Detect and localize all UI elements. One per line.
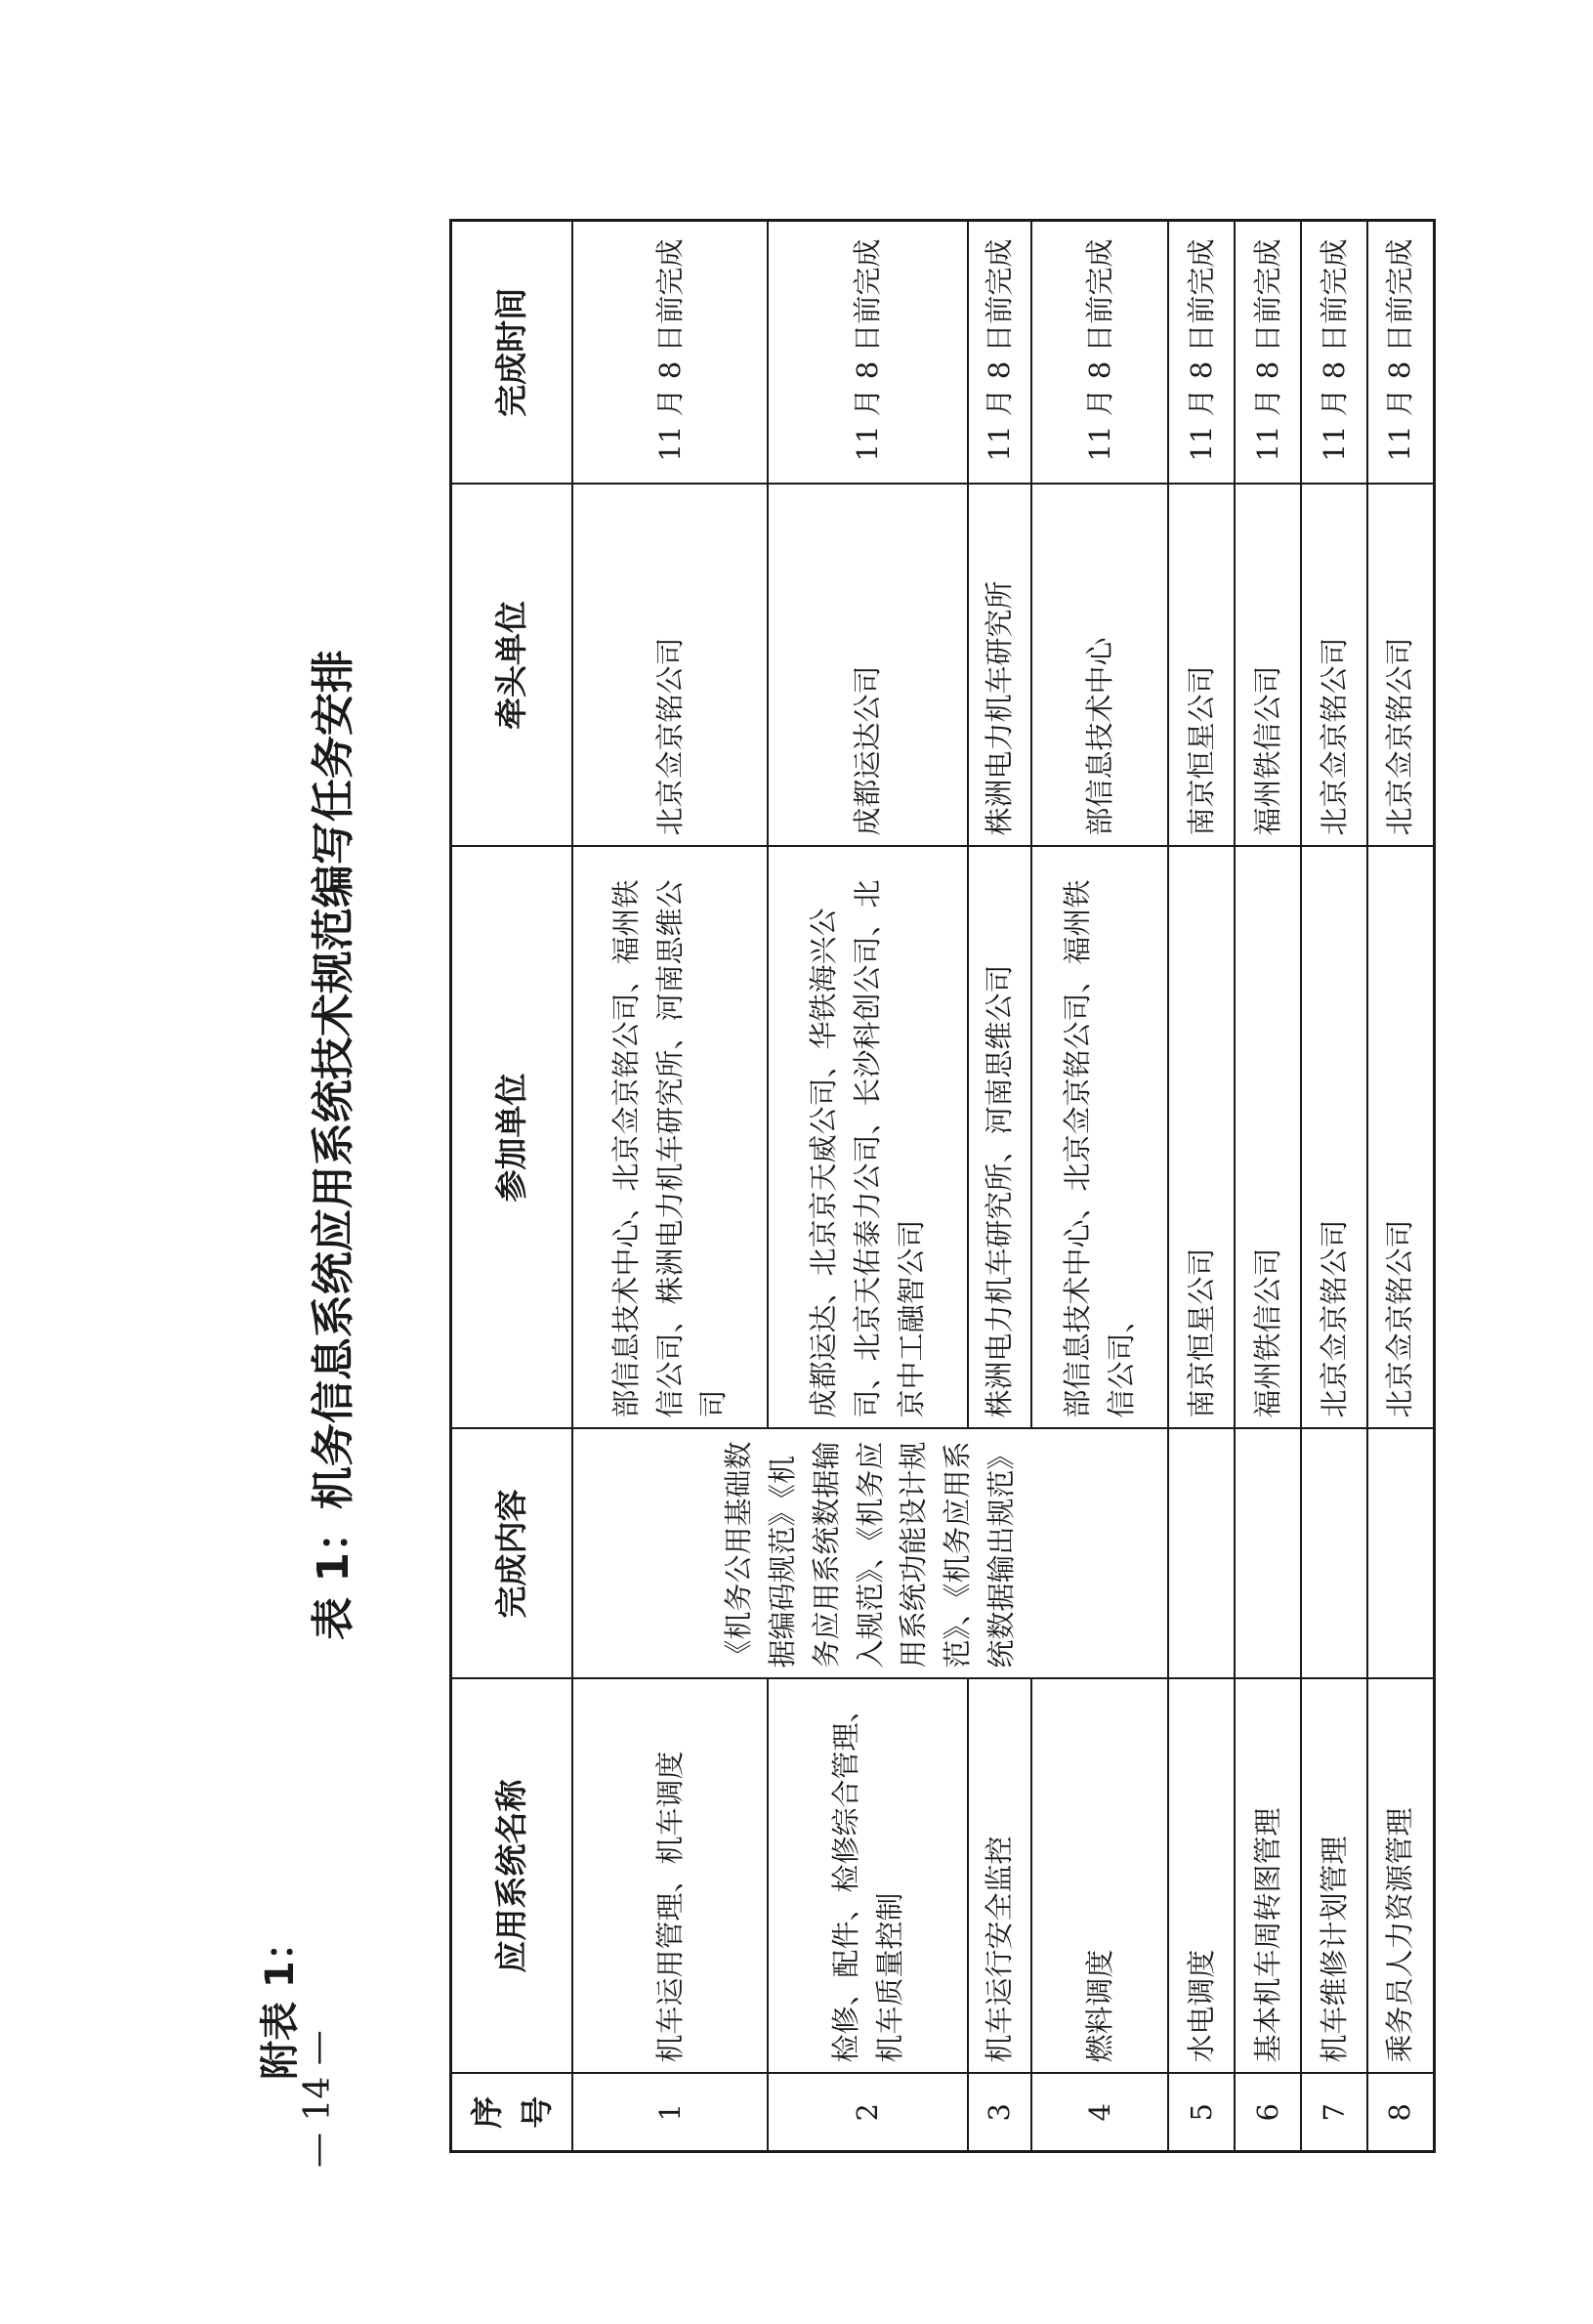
cell-lead: 南京恒星公司 — [1168, 485, 1235, 847]
table-row — [968, 221, 1031, 2152]
page-number: — 14 — — [298, 2030, 338, 2168]
cell-participants: 北京佥京铭公司 — [1367, 847, 1434, 1429]
table-row — [1031, 221, 1168, 2152]
cell-participants: 福州铁信公司 — [1235, 847, 1301, 1429]
cell-content — [1367, 1429, 1434, 1679]
cell-time: 11 月 8 日前完成 — [968, 221, 1031, 485]
cell-no: 5 — [1168, 2074, 1235, 2152]
task-table — [449, 219, 1436, 2153]
cell-content — [1235, 1429, 1301, 1679]
cell-participants: 北京佥京铭公司 — [1301, 847, 1367, 1429]
cell-system: 机车维修计划管理 — [1301, 1679, 1367, 2074]
header-no: 序号 — [451, 2074, 573, 2152]
cell-content — [1168, 1429, 1235, 1679]
cell-no: 8 — [1367, 2074, 1434, 2152]
cell-no: 6 — [1235, 2074, 1301, 2152]
cell-participants: 成都运达、北京京天威公司、华铁海兴公司、北京天佑泰力公司、长沙科创公司、北京中工融智公司 — [768, 847, 968, 1429]
cell-system: 乘务员人力资源管理 — [1367, 1679, 1434, 2074]
cell-lead: 福州铁信公司 — [1235, 485, 1301, 847]
header-system: 应用系统名称 — [451, 1679, 573, 2074]
attachment-label: 附表 1： — [258, 1922, 303, 2080]
cell-system: 机车运用管理、机车调度 — [572, 1679, 768, 2074]
header-lead: 牵头单位 — [451, 485, 573, 847]
cell-time: 11 月 8 日前完成 — [1301, 221, 1367, 485]
cell-participants: 部信息技术中心、北京佥京铭公司、福州铁信公司、株洲电力机车研究所、河南思维公司 — [572, 847, 768, 1429]
cell-lead: 成都运达公司 — [768, 485, 968, 847]
table-row — [1235, 221, 1301, 2152]
cell-participants: 南京恒星公司 — [1168, 847, 1235, 1429]
cell-no: 4 — [1031, 2074, 1168, 2152]
cell-participants: 部信息技术中心、北京佥京铭公司、福州铁信公司、 — [1031, 847, 1168, 1429]
cell-system: 基本机车周转图管理 — [1235, 1679, 1301, 2074]
header-time: 完成时间 — [451, 221, 573, 485]
cell-time: 11 月 8 日前完成 — [768, 221, 968, 485]
table-header-row — [451, 221, 573, 2152]
cell-time: 11 月 8 日前完成 — [1367, 221, 1434, 485]
cell-system: 机车运行安全监控 — [968, 1679, 1031, 2074]
cell-no: 7 — [1301, 2074, 1367, 2152]
cell-lead: 北京佥京铭公司 — [572, 485, 768, 847]
cell-no: 2 — [768, 2074, 968, 2152]
cell-system: 燃料调度 — [1031, 1679, 1168, 2074]
table-row — [1301, 221, 1367, 2152]
cell-system: 水电调度 — [1168, 1679, 1235, 2074]
cell-lead: 北京佥京铭公司 — [1367, 485, 1434, 847]
cell-system: 检修、配件、检修综合管理、机车质量控制 — [768, 1679, 968, 2074]
table-row — [1168, 221, 1235, 2152]
cell-time: 11 月 8 日前完成 — [1031, 221, 1168, 485]
cell-time: 11 月 8 日前完成 — [1235, 221, 1301, 485]
table-title: 表 1：机务信息系统应用系统技术规范编写任务安排 — [309, 650, 358, 1640]
cell-time: 11 月 8 日前完成 — [1168, 221, 1235, 485]
cell-no: 1 — [572, 2074, 768, 2152]
cell-content — [1301, 1429, 1367, 1679]
table-row — [768, 221, 968, 2152]
header-content: 完成内容 — [451, 1429, 573, 1679]
cell-time: 11 月 8 日前完成 — [572, 221, 768, 485]
table-row — [572, 221, 768, 2152]
cell-no: 3 — [968, 2074, 1031, 2152]
cell-lead: 株洲电力机车研究所 — [968, 485, 1031, 847]
table-row — [1367, 221, 1434, 2152]
cell-participants: 株洲电力机车研究所、河南思维公司 — [968, 847, 1031, 1429]
header-participants: 参加单位 — [451, 847, 573, 1429]
cell-content: 《机务公用基础数据编码规范》《机务应用系统数据输入规范》、《机务应用系统功能设计规范》、《机务应用系统数据输出规范》 — [572, 1429, 1168, 1679]
cell-lead: 北京佥京铭公司 — [1301, 485, 1367, 847]
cell-lead: 部信息技术中心 — [1031, 485, 1168, 847]
